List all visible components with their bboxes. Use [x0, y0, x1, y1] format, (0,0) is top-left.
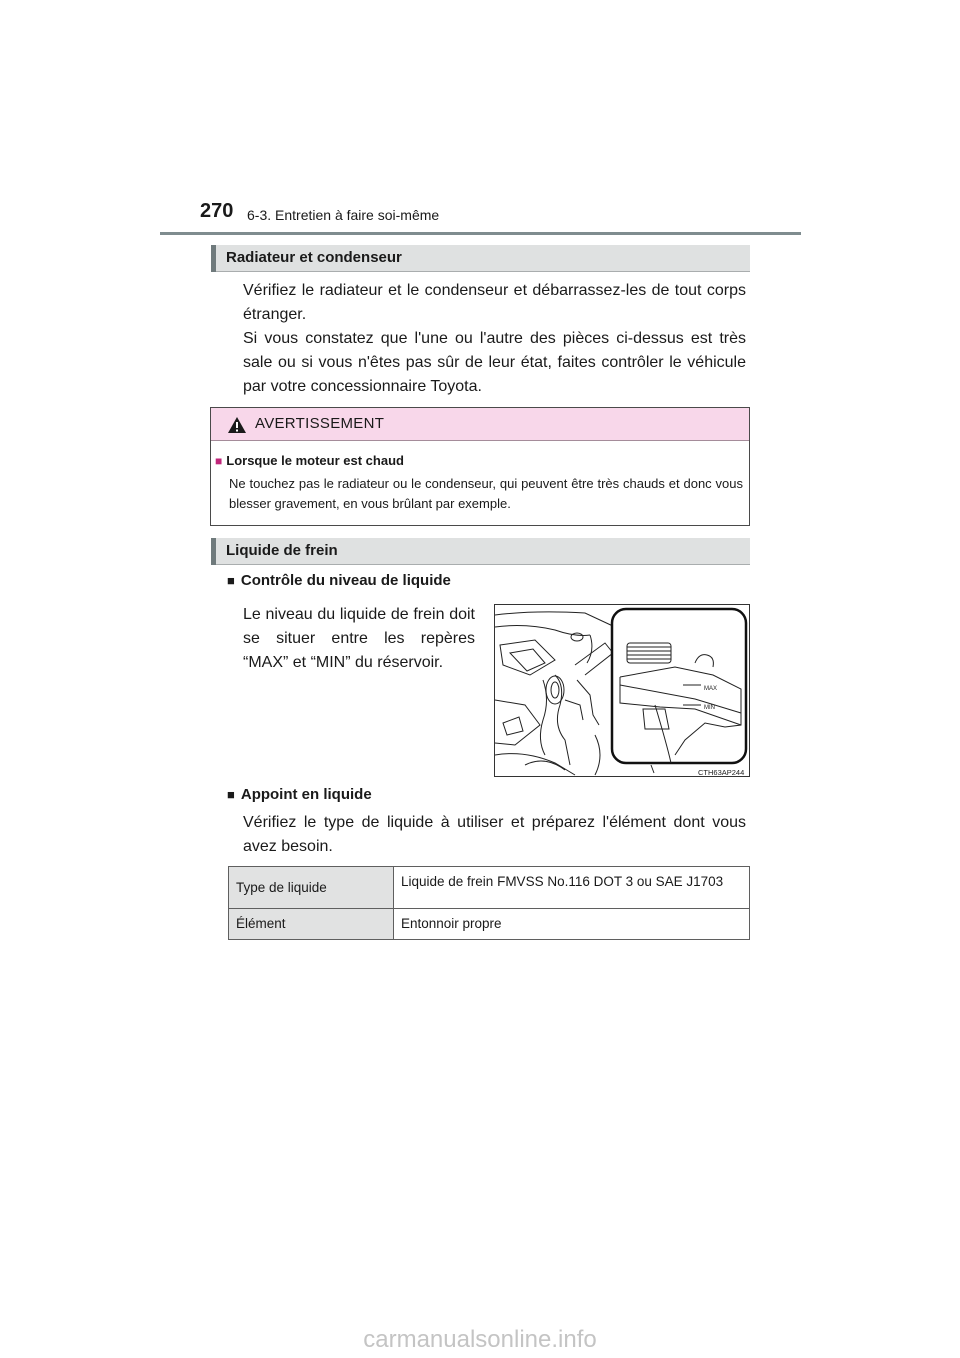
- section-bar: [211, 538, 216, 565]
- radiator-paragraph-2: Si vous constatez que l'une ou l'autre des pièces ci-dessus est très sale ou si vous n'êtes pas sûr de leur état, faites contrôler le véhicule par votre concessionnaire Toyota.: [243, 330, 746, 395]
- section-title: Liquide de frein: [226, 542, 338, 559]
- page-number: 270: [200, 200, 234, 222]
- header-rule: [160, 232, 801, 235]
- bullet-square-icon: ■: [215, 454, 223, 468]
- brake-reservoir-figure: [494, 604, 750, 777]
- section-header-radiator: [211, 245, 750, 272]
- watermark: carmanualsonline.info: [363, 1326, 597, 1353]
- spec-table: [228, 866, 750, 940]
- warning-triangle-icon: [227, 416, 247, 434]
- section-bar: [211, 245, 216, 272]
- subheading-text: Contrôle du niveau de liquide: [240, 572, 451, 589]
- warning-subtitle: [215, 453, 404, 468]
- table-row: [229, 909, 750, 940]
- section-header-brake-fluid: [211, 538, 750, 565]
- radiator-paragraph-1: Vérifiez le radiateur et le condenseur et débarrassez-les de tout corps étranger.: [243, 282, 746, 323]
- warning-header: [211, 408, 749, 441]
- subheading-refill: [227, 786, 372, 803]
- table-cell-label: Élément: [229, 909, 394, 940]
- table-cell-value: Entonnoir propre: [394, 909, 750, 940]
- section-title: Radiateur et condenseur: [226, 249, 402, 266]
- subheading-text: Appoint en liquide: [240, 786, 372, 803]
- figure-code: CTH63AP244: [698, 768, 745, 777]
- table-cell-label: Type de liquide: [229, 867, 394, 909]
- subheading-level-check: [227, 572, 451, 589]
- label-min: MIN: [704, 705, 715, 711]
- engine-bay-illustration: [495, 605, 750, 777]
- bullet-square-icon: ■: [227, 573, 235, 588]
- table-row: [229, 867, 750, 909]
- warning-title: AVERTISSEMENT: [255, 415, 385, 432]
- warning-text: Ne touchez pas le radiateur ou le condenseur, qui peuvent être très chauds et donc vous blesser gravement, en vous brûlant par exemple.: [229, 476, 743, 511]
- chapter-title: 6-3. Entretien à faire soi-même: [247, 207, 440, 223]
- level-check-text: Le niveau du liquide de frein doit se situer entre les repères “MAX” et “MIN” du réservoir.: [243, 606, 475, 671]
- warning-box: [210, 407, 750, 526]
- refill-text: Vérifiez le type de liquide à utiliser et préparez l'élément dont vous avez besoin.: [243, 814, 746, 855]
- bullet-square-icon: ■: [227, 787, 235, 802]
- warning-subtitle-text: Lorsque le moteur est chaud: [226, 453, 404, 468]
- label-max: MAX: [704, 686, 718, 692]
- table-cell-value: Liquide de frein FMVSS No.116 DOT 3 ou SAE J1703: [394, 867, 750, 909]
